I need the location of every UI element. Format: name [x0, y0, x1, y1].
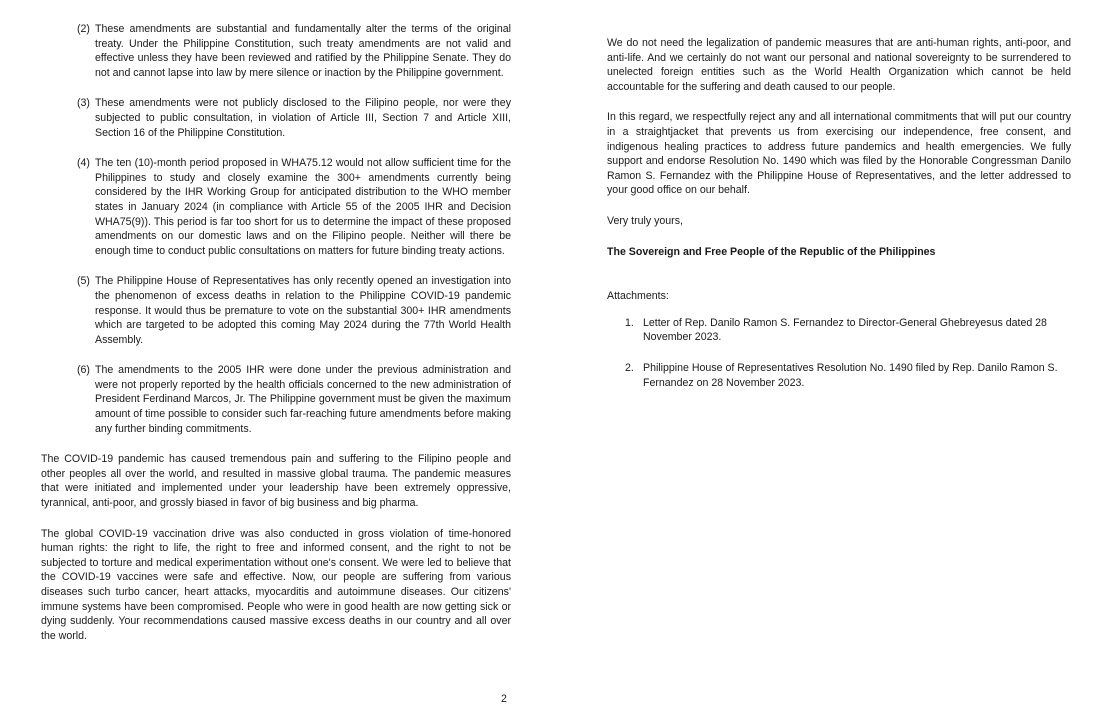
numbered-item-6	[77, 363, 511, 436]
item-number: (4)	[77, 157, 90, 170]
numbered-item-4	[77, 156, 511, 258]
item-number: (5)	[77, 275, 90, 288]
attachment-item-2	[625, 361, 1071, 390]
attachment-number: 2.	[625, 361, 634, 374]
attachment-text: Letter of Rep. Danilo Ramon S. Fernandez to Director-General Ghebreyesus dated 28 November 2023.	[643, 316, 1047, 344]
item-text: The amendments to the 2005 IHR were done under the previous administration and were not properly reported by the health officials concerned to the new administration of President Ferdinand Marcos, Jr. The Philippine government must be given the maximum amount of time possible to consider such far-reaching future amendments before making any further binding commitments.	[95, 364, 511, 435]
item-text: The Philippine House of Representatives has only recently opened an investigation into the phenomenon of excess deaths in relation to the Philippine COVID-19 pandemic response. It would thus be premature to vote on the substantial 300+ IHR amendments which are targeted to be adopted this coming May 2024 during the 77th World Health Assembly.	[95, 275, 511, 346]
paragraph-legalization: We do not need the legalization of pandemic measures that are anti-human rights, anti-poor, and anti-life. And we certainly do not want our personal and national sovereignty to be surrendered to unelected foreign entities such as the World Health Organization which cannot be held accountable for the suffering and death caused to our people.	[607, 37, 1071, 93]
item-number: (6)	[77, 364, 90, 377]
numbered-item-2	[77, 22, 511, 80]
item-number: (2)	[77, 23, 90, 35]
signatory: The Sovereign and Free People of the Republic of the Philippines	[607, 245, 936, 258]
item-number: (3)	[77, 97, 90, 110]
paragraph-vaccination-drive: The global COVID-19 vaccination drive was also conducted in gross violation of time-honored human rights: the right to life, the right to free and informed consent, and the right to not be subjected to torture and medical experimentation without one's consent. We were led to believe that the COVID-19 vaccines were safe and effective. Now, our people are suffering from various diseases such turbo cancer, heart attacks, myocarditis and autoimmune diseases. Our citizens' immune systems have been compromised. People who were in good health are now getting sick or dying suddenly. Your recommendations caused massive excess deaths in our country and all over the world.	[41, 527, 511, 642]
item-text: The ten (10)-month period proposed in WHA75.12 would not allow sufficient time for the Philippines to study and closely examine the 300+ amendments currently being considered by the IHR Working Group for anticipated distribution to the WHO member states in January 2024 (in compliance with Article 55 of the 2005 IHR and Decision WHA75(9)). This period is far too short for us to determine the impact of these proposed amendments on our domestic laws and on the Filipino people. Neither will there be enough time to conduct public consultations on matters for future binding treaty actions.	[95, 157, 511, 257]
closing-salutation: Very truly yours,	[607, 214, 683, 227]
left-column	[41, 22, 511, 643]
numbered-item-3	[77, 96, 511, 140]
numbered-item-5	[77, 274, 511, 347]
attachment-text: Philippine House of Representatives Resolution No. 1490 filed by Rep. Danilo Ramon S. Fernandez on 28 November 2023.	[643, 361, 1058, 389]
attachment-item-1	[625, 316, 1071, 345]
right-column	[607, 22, 1071, 390]
attachments-label: Attachments:	[607, 290, 669, 303]
item-text: These amendments are substantial and fundamentally alter the terms of the original treaty. Under the Philippine Constitution, such treaty amendments are not valid and effective unless they have been reviewed and ratified by the Philippine Senate. They do not and cannot lapse into law by mere silence or inaction by the Philippine government.	[95, 23, 511, 79]
paragraph-rejection: In this regard, we respectfully reject any and all international commitments that will put our country in a straightjacket that prevents us from exercising our independence, free consent, and indigenous healing practices to address future pandemics and health emergencies. We fully support and endorse Resolution No. 1490 which was filed by the Honorable Congressman Danilo Ramon S. Fernandez with the Philippine House of Representatives, and the letter addressed to your good office on our behalf.	[607, 111, 1071, 197]
attachment-number: 1.	[625, 316, 634, 329]
page-number: 2	[501, 693, 507, 705]
paragraph-pandemic-impact: The COVID-19 pandemic has caused tremendous pain and suffering to the Filipino people and other peoples all over the world, and resulted in massive global trauma. The pandemic measures that were initiated and implemented under your leadership have been extremely oppressive, tyrannical, anti-poor, and grossly biased in favor of big business and big pharma.	[41, 453, 511, 510]
item-text: These amendments were not publicly disclosed to the Filipino people, nor were they subjected to public consultation, in violation of Article III, Section 7 and Article XIII, Section 16 of the Philippine Constitution.	[95, 97, 511, 139]
